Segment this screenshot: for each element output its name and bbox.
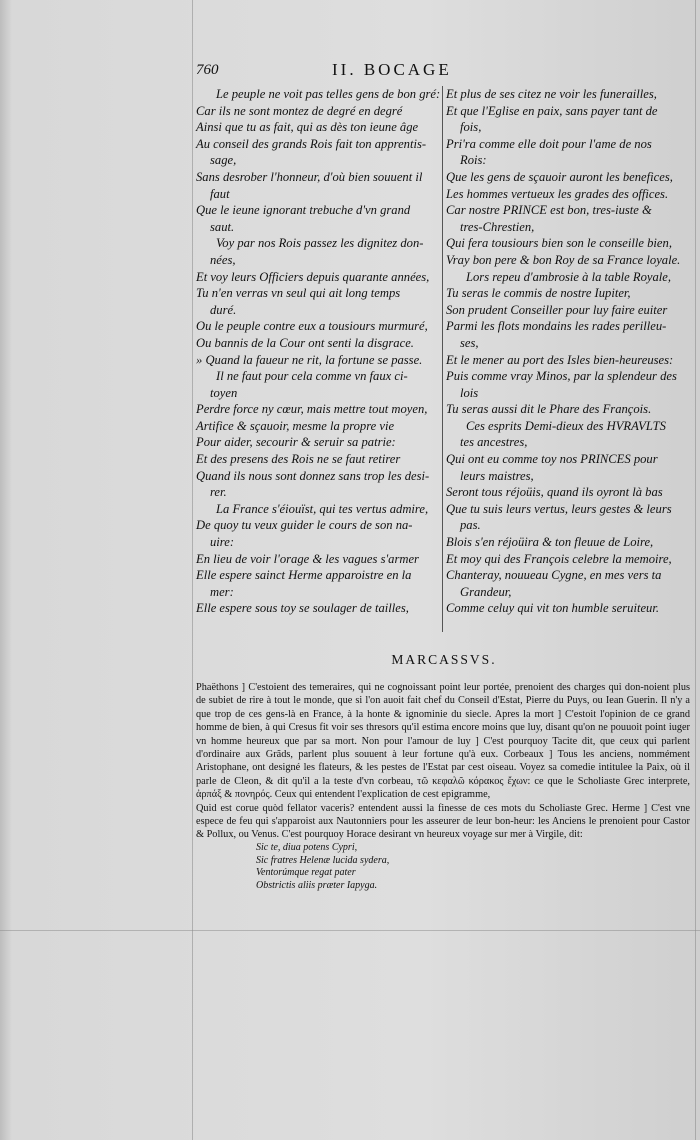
verse-line: Chanteray, nouueau Cygne, en mes vers ta — [446, 568, 662, 583]
verse-line: » Quand la faueur ne rit, la fortune se passe. — [196, 352, 423, 367]
verse-line: Elle espere sous toy se soulager de tailles, — [196, 601, 409, 616]
verse-line: toyen — [210, 385, 238, 400]
verse-line: Ces esprits Demi-dieux des HVRAVLTS — [466, 418, 666, 433]
quote-line: Ventorúmque regat pater — [256, 867, 356, 879]
verse-line: Tu n'en verras vn seul qui ait long temps — [196, 286, 401, 301]
verse-line: Et plus de ses citez ne voir les funerailles, — [446, 87, 657, 101]
verse-line: Ou le peuple contre eux a tousiours murmuré, — [196, 319, 428, 334]
verse-line: Seront tous réjoüis, quand ils oyront là bas — [446, 485, 663, 500]
commentary-paragraph: Phaëthons ] C'estoient des temeraires, qui ne cognoissant point leur portée, prenoient des charges qui don-noient plus de subiet de rire à tout le monde, que si l'on auoit fait chef du Conseil d'Estat, Pierre du Puys, ou Iean Guerin. Il n'y a que trop de ces gens-là en France, à la honte & ignominie du siecle. Apres la mort ] C'estoit l'opinion de ce grand homme de bien, à qui Cresus fit voir ses thresors qu'il estima encore moins que luy, disant qu'on ne pouuoit point iuger vn homme heureux que par sa mort. Non pour l'amour de luy ] C'est pourquoy Tacite dit, que ceux qui parlent d'ordinaire aux Grãds, parlent plus souuent à leur fortune qu'à eux. Corbeaux ] Tous les anciens, nommément Aristophane, ont designé les flateurs, & les pestes de l'Estat par cest oiseau. Voyez sa comedie intitulee la Paix, où il parle de Cleon, & dit qu'il a la teste d'vn corbeau, τῶ κεφαλῶ κόρακος ἔχων: ce que le Scholiaste Grec interprete, ἀρπάξ & πονηρός. Ceux qui entendent l'explication de cest epigramme, — [196, 682, 690, 801]
page-guide-horizontal — [0, 930, 700, 931]
verse-line: duré. — [210, 302, 237, 317]
verse-line: Ainsi que tu as fait, qui as dès ton ieune âge — [196, 120, 419, 135]
verse-line: Tu seras aussi dit le Phare des François. — [446, 402, 652, 417]
verse-line: Sans desrober l'honneur, d'où bien souuent il — [196, 169, 423, 184]
quote-line: Obstrictis aliis præter Iapyga. — [256, 880, 378, 892]
verse-line: Vray bon pere & bon Roy de sa France loyale. — [446, 252, 681, 267]
verse-line: saut. — [210, 219, 235, 234]
verse-line: Car ils ne sont montez de degré en degré — [196, 103, 403, 118]
verse-line: mer: — [210, 584, 234, 599]
verse-line: Qui ont eu comme toy nos PRINCES pour — [446, 452, 658, 467]
verse-line: Lors repeu d'ambrosie à la table Royale, — [466, 269, 671, 284]
verse-line: nées, — [210, 252, 236, 267]
verse-line: ses, — [460, 335, 479, 350]
verse-line: Parmi les flots mondains les rades perilleu- — [446, 319, 667, 334]
verse-line: Ou bannis de la Cour ont senti la disgrace. — [196, 335, 414, 350]
commentary-paragraph: Quid est corue quòd fellator vaceris? entendent aussi la finesse de ces mots du Scholiaste Grec. Herme ] C'est vne espece de feu qui s'apparoist aux Nautonniers pour les asseurer de leur bon-heur: les Anciens le prenoient pour Castor & Pollux, ou Venus. C'est pourquoy Horace desirant vn heureux voyage sur mer à Virgile, dit: — [196, 802, 690, 841]
verse-line: Son prudent Conseiller pour luy faire euiter — [446, 302, 668, 317]
verse-line: Que les gens de sçauoir auront les benefices, — [446, 169, 673, 184]
verse-line: Au conseil des grands Rois fait ton apprentis- — [196, 136, 427, 151]
verse-line: tres-Chrestien, — [460, 219, 535, 234]
verse-line: Que tu suis leurs vertus, leurs gestes & leurs — [446, 501, 672, 516]
verse-line: Et moy qui des François celebre la memoire, — [446, 551, 672, 566]
verse-line: pas. — [460, 518, 481, 533]
verse-column-right — [446, 86, 692, 617]
verse-line: Il ne faut pour cela comme vn faux ci- — [216, 369, 408, 384]
verse-line: sage, — [210, 153, 237, 168]
verse-line: Et le mener au port des Isles bien-heureuses: — [446, 352, 674, 367]
verse-line: La France s'éiouïst, qui tes vertus admire, — [216, 501, 429, 516]
page-header — [196, 60, 692, 82]
commentary-title: MARCASSVS. — [391, 652, 497, 667]
verse-line: Puis comme vray Minos, par la splendeur des — [446, 369, 677, 384]
verse-line: Elle espere sainct Herme apparoistre en la — [196, 568, 412, 583]
quote-line: Sic te, diua potens Cypri, — [256, 841, 358, 853]
verse-line: Voy par nos Rois passez les dignitez don- — [216, 236, 424, 251]
running-head: II. BOCAGE — [332, 60, 452, 79]
verse-line: Comme celuy qui vit ton humble seruiteur. — [446, 601, 660, 616]
verse-line: Blois s'en réjoüira & ton fleuue de Loire, — [446, 535, 654, 550]
verse-line: Tu seras le commis de nostre Iupiter, — [446, 286, 631, 301]
verse-line: leurs maistres, — [460, 468, 534, 483]
verse-line: Quand ils nous sont donnez sans trop les desi- — [196, 468, 430, 483]
verse-line: De quoy tu veux guider le cours de son na- — [196, 518, 413, 533]
verse-line: En lieu de voir l'orage & les vagues s'armer — [196, 551, 419, 566]
horace-quote — [256, 842, 690, 893]
verse-line: Rois: — [460, 153, 487, 168]
verse-line: Pour aider, secourir & seruir sa patrie: — [196, 435, 396, 450]
verse-line: Qui fera tousiours bien son le conseille bien, — [446, 236, 672, 251]
verse-line: uire: — [210, 535, 235, 550]
verse-line: tes ancestres, — [460, 435, 528, 450]
page-guide-vertical-left — [192, 0, 193, 1140]
column-divider — [442, 86, 443, 632]
verse-line: Et des presens des Rois ne se faut retirer — [196, 452, 401, 467]
verse-line: Artifice & sçauoir, mesme la propre vie — [196, 418, 395, 433]
verse-line: Grandeur, — [460, 584, 512, 599]
verse-line: faut — [210, 186, 230, 201]
verse-line: Car nostre PRINCE est bon, tres-iuste & — [446, 203, 652, 218]
verse-line: fois, — [460, 120, 482, 135]
verse-line: Et voy leurs Officiers depuis quarante années, — [196, 269, 430, 284]
page-guide-vertical-right — [695, 0, 696, 1140]
verse-line: lois — [460, 385, 479, 400]
verse-line: Pri'ra comme elle doit pour l'ame de nos — [446, 136, 652, 151]
verse-line: Et que l'Eglise en paix, sans payer tant de — [446, 103, 658, 118]
verse-line: Les hommes vertueux les grades des offices. — [446, 186, 669, 201]
verse-line: Que le ieune ignorant trebuche d'vn grand — [196, 203, 411, 218]
verse-line: Le peuple ne voit pas telles gens de bon gré: — [216, 87, 441, 101]
verse-line: rer. — [210, 485, 227, 500]
verse-column-left — [196, 86, 440, 617]
quote-line: Sic fratres Helenæ lucida sydera, — [256, 854, 390, 866]
commentary-notes — [196, 681, 690, 893]
verse-line: Perdre force ny cœur, mais mettre tout moyen, — [196, 402, 428, 417]
page-number: 760 — [196, 62, 219, 78]
